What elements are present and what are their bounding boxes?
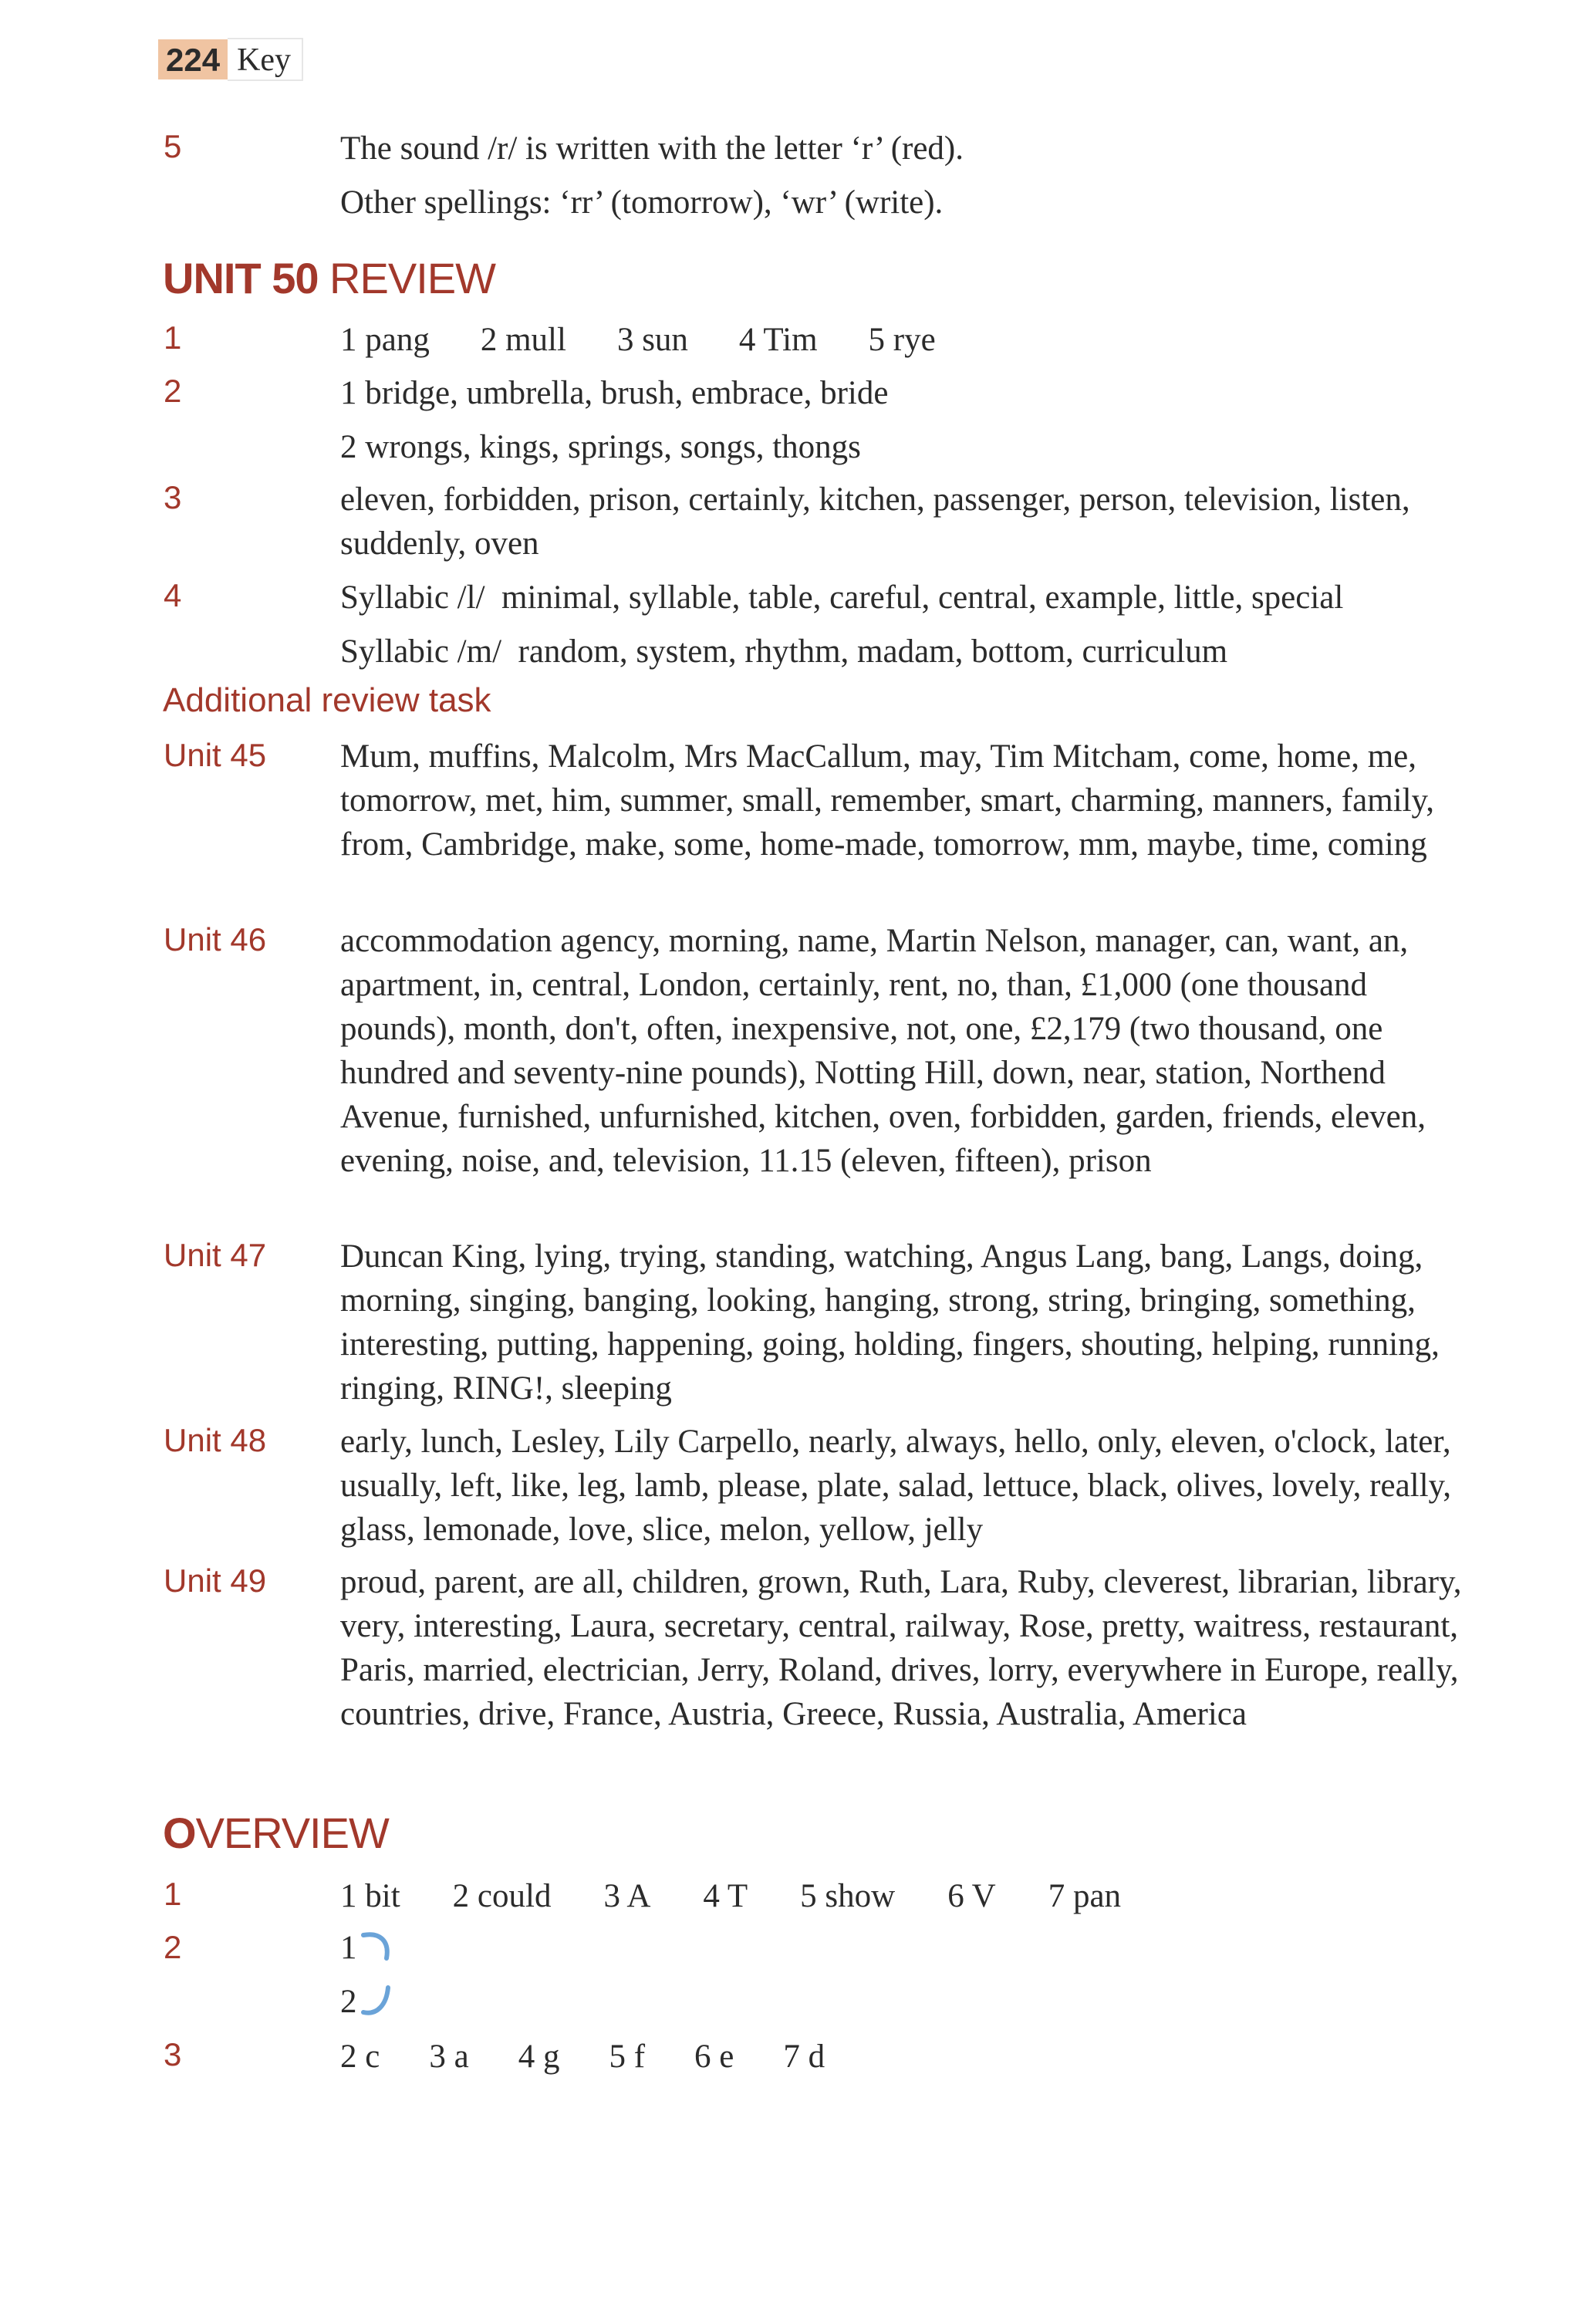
page-header: [158, 35, 303, 83]
answer-number: 1: [340, 1930, 357, 1966]
answer-item: 7 d: [783, 2039, 825, 2075]
syllabic-m-words: random, system, rhythm, madam, bottom, curriculum: [518, 633, 1228, 670]
answer-item: 5 show: [800, 1878, 896, 1914]
answer-item: 2 mull: [480, 322, 566, 358]
item-label: 4: [164, 577, 182, 613]
item-label: 1: [164, 319, 182, 356]
answer-text: [340, 630, 1482, 674]
heading-bold-part: O: [163, 1809, 196, 1857]
answer-paragraph: eleven, forbidden, prison, certainly, kitchen, passenger, person, television, listen, suddenly, oven: [340, 481, 1410, 562]
answer-text: [340, 1926, 1482, 1974]
answer-text: [340, 1980, 1482, 2028]
answer-item: 5 f: [609, 2039, 646, 2075]
unit-45-words: Mum, muffins, Malcolm, Mrs MacCallum, may, Tim Mitcham, come, home, me, tomorrow, met, him, summer, small, remember, smart, charming, manners, family, from, Cambridge, make, some, home-made, tomorrow, mm, maybe, time, coming: [340, 738, 1434, 863]
answer-item: 3 a: [429, 2039, 469, 2075]
answer-item: 3 sun: [616, 322, 688, 358]
answer-item: 4 T: [703, 1878, 748, 1914]
unit-47-words: Duncan King, lying, trying, standing, watching, Angus Lang, bang, Langs, doing, morning, singing, banging, looking, hanging, strong, string, bringing, something, interesting, putting, happening, going, holding, fingers, shouting, helping, running, ringing, RING!, sleeping: [340, 1238, 1440, 1407]
syllabic-l-head: Syllabic /l/: [340, 579, 485, 616]
answer-text: [340, 576, 1482, 620]
subsection-heading: Additional review task: [163, 681, 491, 719]
syllabic-l-words: minimal, syllable, table, careful, central, example, little, special: [501, 579, 1344, 616]
answer-item: 6 e: [694, 2039, 734, 2075]
item-label: 3: [164, 2036, 182, 2072]
syllabic-m-head: Syllabic /m/: [340, 633, 502, 670]
unit-label: Unit 49: [164, 1562, 267, 1599]
heading-bold-part: UNIT 50: [163, 254, 319, 302]
section-heading-overview: [163, 1808, 389, 1858]
answer-item: 4 Tim: [738, 322, 818, 358]
answer-text: 2 wrongs, kings, springs, songs, thongs: [340, 429, 861, 465]
answer-item: 3 A: [603, 1878, 651, 1914]
unit-46-words: accommodation agency, morning, name, Martin Nelson, manager, can, want, an, apartment, in, central, London, certainly, rent, no, than, £1,000 (one thousand pounds), month, don't, often, inexpensive, not, one, £2,179 (two thousand, one hundred and seventy-nine pounds), Notting Hill, down, near, station, Northend Avenue, furnished, unfurnished, kitchen, oven, forbidden, garden, friends, eleven, evening, noise, and, television, 11.15 (eleven, fifteen), prison: [340, 923, 1426, 1179]
intonation-rise-icon: [360, 1981, 399, 2028]
unit-label: Unit 48: [164, 1422, 267, 1458]
item-label: 2: [164, 1929, 182, 1965]
answer-item: 1 pang: [340, 322, 430, 358]
answer-items-row: [340, 1874, 1482, 1918]
heading-rest: VERVIEW: [195, 1809, 389, 1857]
heading-rest: REVIEW: [318, 254, 495, 302]
item-label: 3: [164, 479, 182, 515]
answer-text: 1 bridge, umbrella, brush, embrace, bride: [340, 375, 889, 411]
answer-number: 2: [340, 1984, 357, 2020]
unit-49-words: proud, parent, are all, children, grown, Ruth, Lara, Ruby, cleverest, librarian, library, very, interesting, Laura, secretary, central, railway, Rose, pretty, waitress, restaurant, Paris, married, electrician, Jerry, Roland, drives, lorry, everywhere in Europe, really, countries, drive, France, Austria, Greece, Russia, Australia, America: [340, 1564, 1462, 1732]
answer-item: 7 pan: [1048, 1878, 1122, 1914]
unit-label: Unit 46: [164, 921, 267, 958]
answer-item: 2 could: [452, 1878, 552, 1914]
running-head: Key: [228, 38, 303, 81]
unit-label: Unit 47: [164, 1237, 267, 1273]
answer-items-row: [340, 2035, 1482, 2079]
answer-item: 6 V: [947, 1878, 996, 1914]
section-heading-unit-50: [163, 253, 495, 303]
page-number: 224: [158, 39, 228, 79]
answer-item: 4 g: [518, 2039, 560, 2075]
answer-item: 2 c: [340, 2039, 380, 2075]
answer-text: The sound /r/ is written with the letter ‘r’ (red).: [340, 130, 964, 167]
answer-text: Other spellings: ‘rr’ (tomorrow), ‘wr’ (write).: [340, 184, 944, 221]
intonation-fall-icon: [360, 1927, 399, 1974]
answer-item: 1 bit: [340, 1878, 400, 1914]
item-label: 1: [164, 1876, 182, 1912]
unit-label: Unit 45: [164, 737, 267, 773]
item-label: 2: [164, 373, 182, 409]
item-label: 5: [164, 128, 182, 164]
unit-48-words: early, lunch, Lesley, Lily Carpello, nearly, always, hello, only, eleven, o'clock, later, usually, left, like, leg, lamb, please, plate, salad, lettuce, black, olives, lovely, really, glass, lemonade, love, slice, melon, yellow, jelly: [340, 1424, 1452, 1548]
answer-item: 5 rye: [868, 322, 936, 358]
answer-items-row: [340, 318, 1482, 362]
